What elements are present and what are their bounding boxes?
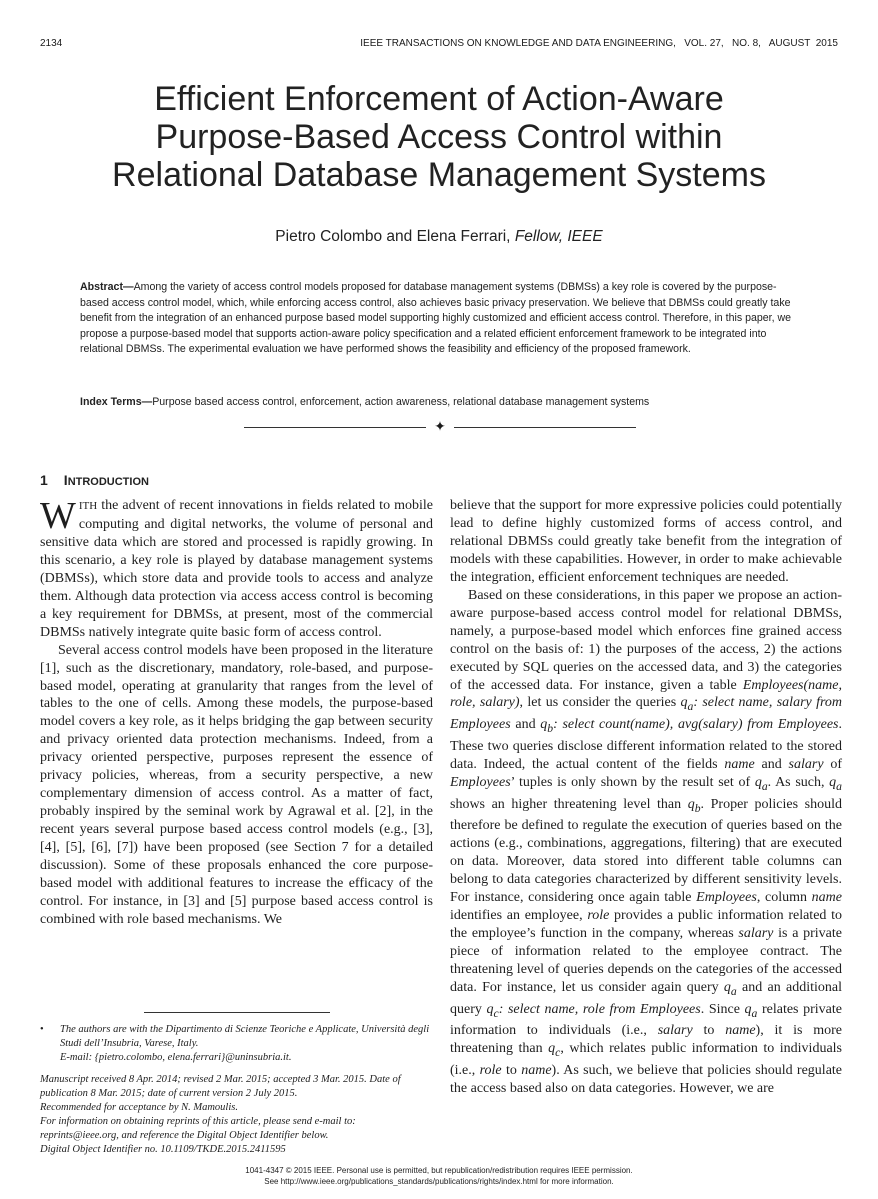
page-number: 2134 (40, 38, 63, 49)
abstract-label: Abstract— (80, 281, 134, 293)
index-terms-text: Purpose based access control, enforcement, action awareness, relational database management systems (152, 396, 650, 408)
footnote-rule (144, 1012, 330, 1013)
paragraph: Based on these considerations, in this paper we propose an action-aware purpose-based access control model for relational DBMSs, namely, a purpose-based model which enforces fine grained access control on the basis of: 1) the purposes of the access, 2) the actions executed by SQL queries on the accessed data, and 3) the categories of the accessed data. For instance, given a table Employees(name, role, salary), let us consider the queries $q_a$: select name, salary from Employees and $q_b$: select count(name), avg(salary) from Employees. These two queries disclose different information related to the stored data. Indeed, the actual content of the fields name and salary of Employees’ tuples is only shown by the result set of $q_a$. As such, $q_a$ shows an higher threatening level than $q_b$. Proper policies should therefore be defined to regulate the execution of queries based on the actions (e.g., combinations, aggregations, filtering) that are executed on data. Moreover, data stored into different table columns can belong to data categories characterized by different sensitivity levels. For instance, considering once again table Employees, column name identifies an employee, role provides a public information related to the employee’s function in the company, whereas salary is a private piece of information related to the employee contract. The threatening level of queries depends on the categories of the accessed data. For instance, let us consider again query $q_a$ and an additional query $q_c$: select name, role from Employees. Since $q_a$ relates private information to individuals (i.e., salary to name), it is more threatening than $q_c$, which relates public information to individuals (i.e., role to name). As such, we believe that policies should regulate the access based also on data categories. However, we are (450, 587, 843, 1097)
copyright-line-1: 1041-4347 © 2015 IEEE. Personal use is permitted, but republication/redistribution requires IEEE permission. (245, 1166, 633, 1175)
paragraph (40, 497, 433, 642)
divider-line-left (244, 427, 426, 428)
affiliation-text: The authors are with the Dipartimento di Scienze Teoriche e Applicate, Università degli Studi dell’Insubria, Varese, Italy. (60, 1024, 430, 1049)
drop-cap: W (40, 495, 76, 537)
manuscript-dates: Manuscript received 8 Apr. 2014; revised 2 Mar. 2015; accepted 3 Mar. 2015. Date of publication 8 Mar. 2015; date of current version 2 July 2015. (40, 1074, 401, 1099)
diamond-star-icon: ✦ (434, 419, 446, 435)
section-heading (40, 472, 149, 488)
doi: Digital Object Identifier no. 10.1109/TKDE.2015.2411595 (40, 1144, 286, 1155)
section-number: 1 (40, 472, 48, 488)
divider-line-right (454, 427, 636, 428)
copyright-line-2: See http://www.ieee.org/publications_standards/publications/rights/index.html for more information. (264, 1177, 614, 1186)
small-caps-opening: ITH (78, 500, 98, 512)
paragraph: Several access control models have been proposed in the literature [1], such as the discretionary, mandatory, role-based, and purpose-based model, operating at granularity that ranges from the level of tables to the one of cells. Among these models, the purpose-based model covers a key role, as it helps bridging the gap between security and privacy oriented data protection mechanisms. Indeed, from a privacy oriented perspective, purposes represent the essence of privacy policies, whereas, from a security perspective, a new complementary dimension of access control. As a matter of fact, probably inspired by the seminal work by Agrawal et al. [2], in the recent years several purpose based access control models (e.g., [3], [4], [5], [6], [7]) have been proposed (see Section 7 for a detailed discussion). Some of these proposals enhanced the core purpose-based model with additional features to increase the efficacy of the control. For instance, in [3] and [5] purpose based access control is combined with role based mechanisms. We (40, 642, 433, 927)
left-column (40, 497, 433, 929)
running-header (40, 38, 838, 54)
section-divider (244, 419, 636, 437)
title-line: Purpose-Based Access Control within (155, 118, 723, 156)
reprints-info: For information on obtaining reprints of this article, please send e-mail to: reprints@ieee.org, and reference the Digital Object Identifier below. (40, 1116, 356, 1141)
right-column (450, 497, 842, 1098)
author-names: Pietro Colombo and Elena Ferrari, (275, 228, 515, 245)
paper-title (40, 80, 838, 194)
copyright-notice (40, 1165, 838, 1187)
footnote-publication-info (40, 1073, 435, 1157)
title-line: Efficient Enforcement of Action-Aware (154, 80, 724, 118)
section-title-rest: NTRODUCTION (67, 476, 149, 488)
paragraph: believe that the support for more expressive policies could potentially lead to define highly customized forms of access control, and relational DBMSs could greatly take benefit from the integration of models with these capabilities. However, in order to make achievable the integration, efficient enforcement techniques are needed. (450, 498, 842, 585)
index-terms (80, 395, 820, 410)
section-title-cap: I (63, 472, 68, 488)
journal-name: IEEE TRANSACTIONS ON KNOWLEDGE AND DATA ENGINEERING, VOL. 27, NO. 8, AUGUST 2015 (360, 38, 838, 49)
author-title: Fellow, IEEE (514, 228, 603, 245)
email-text: E-mail: {pietro.colombo, elena.ferrari}@uninsubria.it. (60, 1052, 292, 1063)
paragraph-text: the advent of recent innovations in fields related to mobile computing and digital networks, the volume of personal and sensitive data which are stored and processed is rapidly growing. In this scenario, a key role is played by database management systems (DBMSs), which store data and provide tools to access and analyze them. Although data protection via access access control is becoming a key requirement for DBMSs, at present, most of the commercial DBMSs natively integrate quite basic form of access control. (40, 498, 433, 640)
abstract (80, 280, 798, 358)
recommended-by: Recommended for acceptance by N. Mamoulis. (40, 1102, 238, 1113)
footnote-affiliation (40, 1023, 435, 1065)
abstract-text: Among the variety of access control models proposed for database management systems (DBMSs) a key role is covered by the purpose-based access control model, which, while enforcing access control, also achieves basic privacy preservation. We believe that DBMSs could greatly take benefit from the integration of an enhanced purpose based model supporting highly customized and efficient access control. Therefore, in this paper, we propose a purpose-based model that supports action-aware policy specification and a related efficient enforcement framework to be integrated into relational DBMSs. The experimental evaluation we have performed shows the feasibility and efficiency of the proposed framework. (80, 281, 792, 355)
index-terms-label: Index Terms— (80, 396, 153, 408)
bullet-icon: • (40, 1024, 44, 1035)
author-line (40, 228, 838, 246)
title-line: Relational Database Management Systems (112, 156, 766, 194)
